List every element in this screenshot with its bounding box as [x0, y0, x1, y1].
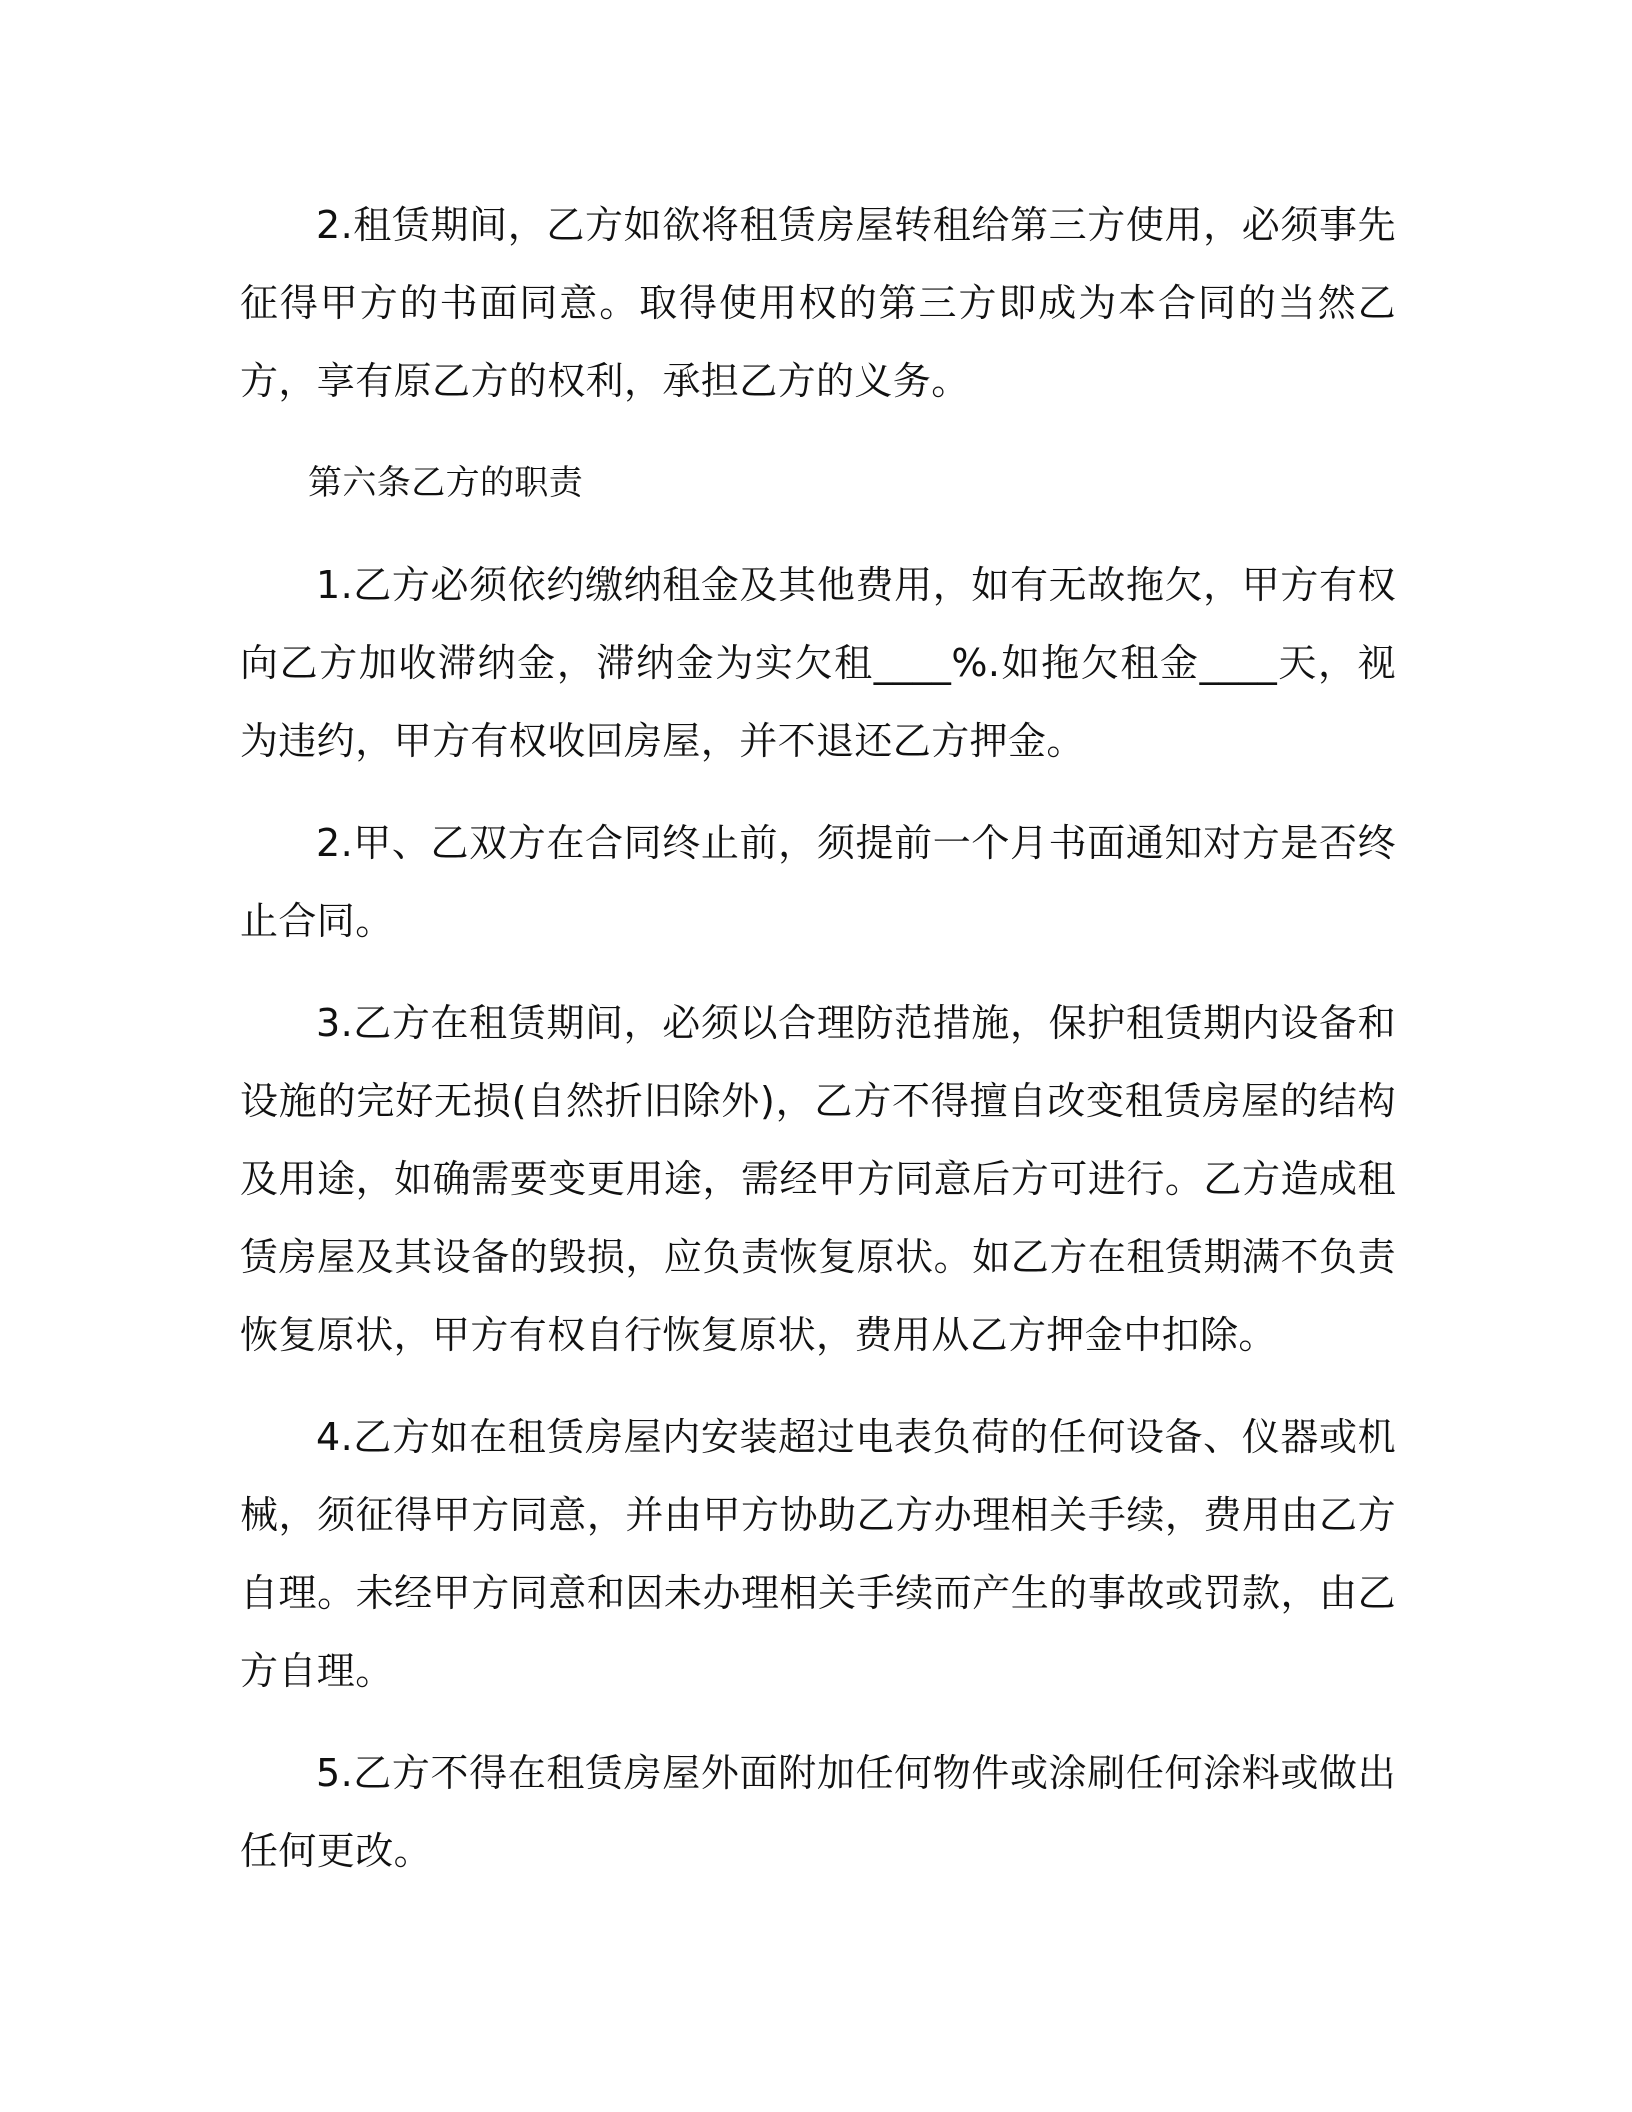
paragraph-exterior-changes: 5.乙方不得在租赁房屋外面附加任何物件或涂刷任何涂料或做出任何更改。	[240, 1751, 1396, 1873]
paragraph-equipment-installation: 4.乙方如在租赁房屋内安装超过电表负荷的任何设备、仪器或机械，须征得甲方同意，并由甲方协助乙方办理相关手续，费用由乙方自理。未经甲方同意和因未办理相关手续而产生的事故或罚款，由乙方自理。	[240, 1415, 1396, 1693]
paragraph-termination-notice: 2.甲、乙双方在合同终止前，须提前一个月书面通知对方是否终止合同。	[240, 821, 1396, 943]
document-body	[240, 186, 1396, 1914]
paragraph-sublease: 2.租赁期间，乙方如欲将租赁房屋转租给第三方使用，必须事先征得甲方的书面同意。取得使用权的第三方即成为本合同的当然乙方，享有原乙方的权利，承担乙方的义务。	[240, 203, 1396, 403]
paragraph-property-protection: 3.乙方在租赁期间，必须以合理防范措施，保护租赁期内设备和设施的完好无损(自然折旧除外)，乙方不得擅自改变租赁房屋的结构及用途，如确需要变更用途，需经甲方同意后方可进行。乙方造成租赁房屋及其设备的毁损，应负责恢复原状。如乙方在租赁期满不负责恢复原状，甲方有权自行恢复原状，费用从乙方押金中扣除。	[240, 1001, 1396, 1357]
paragraph-rent-payment: 1.乙方必须依约缴纳租金及其他费用，如有无故拖欠，甲方有权向乙方加收滞纳金，滞纳金为实欠租____%.如拖欠租金____天，视为违约，甲方有权收回房屋，并不退还乙方押金。	[240, 563, 1396, 763]
section-heading-article-6: 第六条乙方的职责	[308, 463, 584, 503]
